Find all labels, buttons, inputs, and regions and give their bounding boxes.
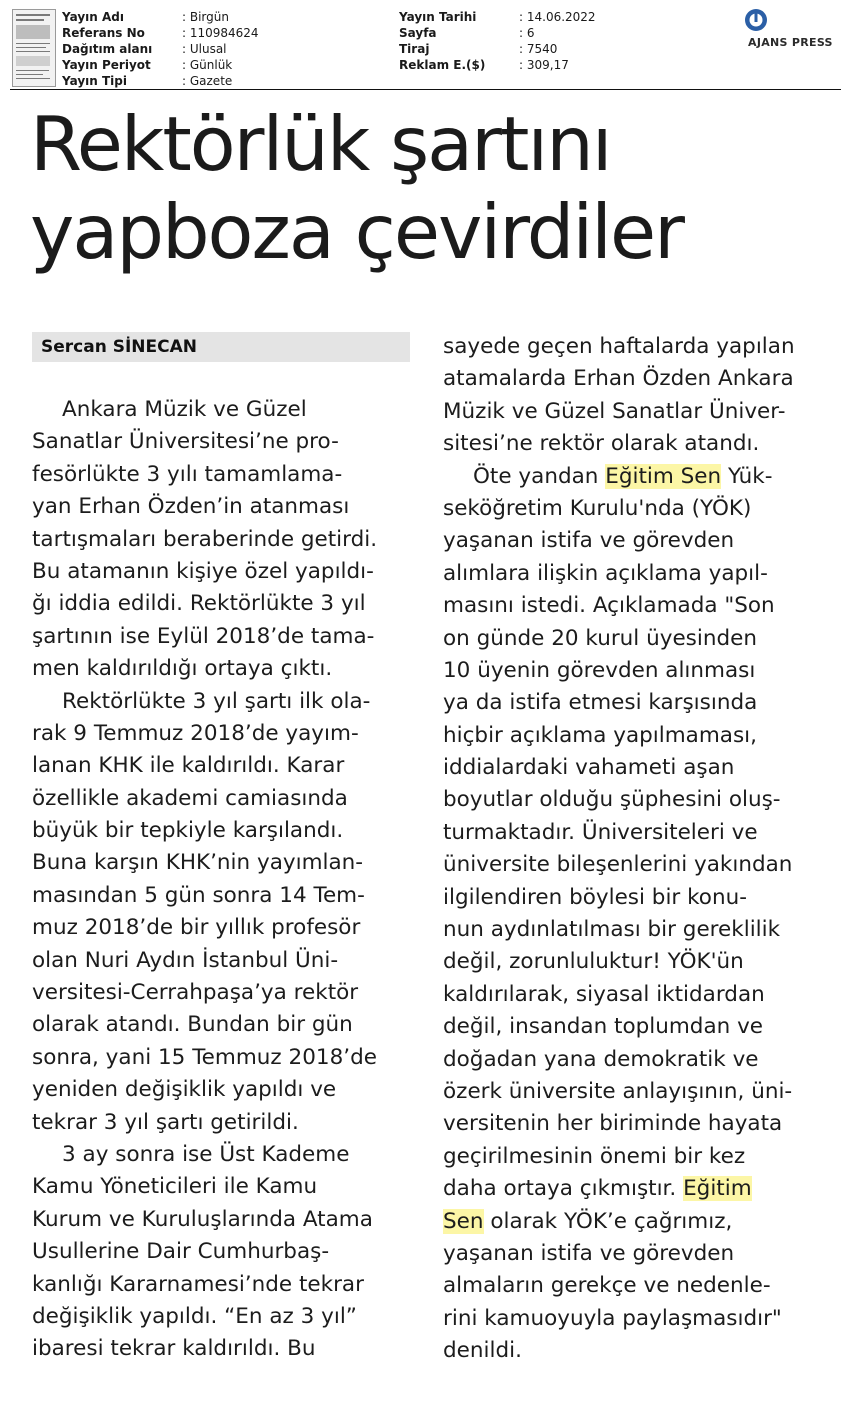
body-line: kaldırılarak, siyasal iktidardan	[443, 981, 765, 1007]
body-line: geçirilmesinin önemi bir kez	[443, 1143, 746, 1169]
clipping-header	[0, 0, 850, 92]
body-line: sayede geçen haftalarda yapılan	[443, 334, 795, 359]
body-line: değil, zorunluluktur! YÖK'ün	[443, 949, 744, 975]
meta-value: : 6	[519, 26, 535, 40]
meta-row	[399, 41, 699, 57]
body-line: nun aydınlatılması bir gereklilik	[443, 917, 781, 943]
body-line: on günde 20 kurul üyesinden	[443, 625, 757, 651]
body-line: yeniden değişiklik yapıldı ve	[32, 1077, 337, 1103]
body-line: seköğretim Kurulu'nda (YÖK)	[443, 495, 752, 521]
body-line	[443, 1173, 833, 1205]
header-rule	[10, 89, 841, 90]
meta-row	[62, 57, 362, 73]
body-line: Müzik ve Güzel Sanatlar Üniver-	[443, 398, 786, 424]
headline-line-1: Rektörlük şartını	[30, 100, 611, 188]
body-line: masını istedi. Açıklamada "Son	[443, 593, 775, 619]
meta-value: : Gazete	[182, 74, 233, 88]
meta-value: : Birgün	[182, 10, 229, 24]
ajans-press-logo-icon	[744, 8, 768, 32]
meta-value: : 7540	[519, 42, 558, 56]
body-line: sonra, yani 15 Temmuz 2018’de	[32, 1044, 377, 1070]
body-line: denildi.	[443, 1338, 522, 1364]
meta-label: Yayın Adı	[62, 10, 124, 24]
meta-row	[399, 9, 699, 25]
body-line: doğadan yana demokratik ve	[443, 1046, 759, 1072]
meta-label: Referans No	[62, 26, 145, 40]
meta-label: Tiraj	[399, 42, 430, 56]
headline-line-2: yapboza çevirdiler	[30, 188, 683, 276]
body-line: yaşanan istifa ve görevden	[443, 1240, 735, 1266]
body-line: versitesi-Cerrahpaşa’ya rektör	[32, 980, 359, 1006]
body-line: tartışmaları beraberinde getirdi.	[32, 526, 378, 552]
body-line: özerk üniversite anlayışının, üni-	[443, 1078, 793, 1104]
meta-label: Dağıtım alanı	[62, 42, 153, 56]
body-line: fesörlükte 3 yılı tamamlama-	[32, 461, 343, 487]
body-line: iddialardaki vahameti aşan	[443, 755, 735, 781]
body-line: Sanatlar Üniversitesi’ne pro-	[32, 429, 339, 455]
meta-row	[62, 25, 362, 41]
body-line: ya da istifa etmesi karşısında	[443, 690, 758, 716]
body-line: rak 9 Temmuz 2018’de yayım-	[32, 720, 359, 746]
meta-label: Sayfa	[399, 26, 437, 40]
body-text: Yük-	[721, 463, 773, 489]
body-line	[443, 1206, 833, 1238]
body-line: tekrar 3 yıl şartı getirildi.	[32, 1109, 299, 1135]
meta-value: : 14.06.2022	[519, 10, 596, 24]
article-column-left	[32, 394, 412, 1366]
article-headline	[30, 100, 830, 276]
body-line: olarak atandı. Bundan bir gün	[32, 1012, 353, 1038]
body-line: ilgilendiren böylesi bir konu-	[443, 884, 747, 910]
body-line: Ankara Müzik ve Güzel	[62, 397, 307, 422]
body-line: versitenin her biriminde hayata	[443, 1111, 783, 1137]
meta-label: Yayın Tipi	[62, 74, 127, 88]
meta-row	[62, 73, 362, 89]
meta-row	[399, 57, 699, 73]
meta-value: : 309,17	[519, 58, 569, 72]
body-line: şartının ise Eylül 2018’de tama-	[32, 623, 375, 649]
meta-row	[399, 25, 699, 41]
body-line: olan Nuri Aydın İstanbul Üni-	[32, 947, 339, 973]
body-line: boyutlar olduğu şüphesini oluş-	[443, 787, 781, 813]
body-line: değil, insandan toplumdan ve	[443, 1014, 764, 1040]
highlighted-keyword: Sen	[443, 1208, 484, 1234]
publication-meta-right	[399, 9, 699, 73]
body-line: masından 5 gün sonra 14 Tem-	[32, 882, 365, 908]
meta-value: : 110984624	[182, 26, 259, 40]
body-line: yaşanan istifa ve görevden	[443, 528, 735, 554]
body-line: sitesi’ne rektör olarak atandı.	[443, 431, 760, 457]
body-line: Usullerine Dair Cumhurbaş-	[32, 1239, 330, 1265]
meta-value: : Ulusal	[182, 42, 227, 56]
publication-meta-left	[62, 9, 362, 89]
meta-label: Yayın Periyot	[62, 58, 151, 72]
logo-text: AJANS PRESS	[748, 36, 833, 49]
body-line: ibaresi tekrar kaldırıldı. Bu	[32, 1336, 316, 1362]
body-line: Kurum ve Kuruluşlarında Atama	[32, 1206, 373, 1232]
body-line: atamalarda Erhan Özden Ankara	[443, 366, 794, 392]
highlighted-keyword: Eğitim Sen	[605, 463, 722, 489]
body-line: Bu atamanın kişiye özel yapıldı-	[32, 558, 374, 584]
body-line: ğı iddia edildi. Rektörlükte 3 yıl	[32, 591, 366, 617]
body-text: daha ortaya çıkmıştır.	[443, 1176, 684, 1202]
body-line: muz 2018’de bir yıllık profesör	[32, 915, 361, 941]
meta-label: Yayın Tarihi	[399, 10, 477, 24]
body-line: kanlığı Kararnamesi’nde tekrar	[32, 1271, 364, 1297]
body-text: olarak YÖK’e çağrımız,	[483, 1208, 733, 1234]
body-line: rini kamuoyuyla paylaşmasıdır"	[443, 1305, 782, 1331]
body-line: almaların gerekçe ve nedenle-	[443, 1273, 771, 1299]
body-line: değişiklik yapıldı. “En az 3 yıl”	[32, 1303, 357, 1329]
body-line: 10 üyenin görevden alınması	[443, 657, 756, 683]
body-line: turmaktadır. Üniversiteleri ve	[443, 819, 758, 845]
author-name: Sercan SİNECAN	[41, 337, 197, 357]
meta-value: : Günlük	[182, 58, 233, 72]
body-line: özellikle akademi camiasında	[32, 785, 348, 811]
highlighted-keyword: Eğitim	[683, 1176, 752, 1202]
body-line	[443, 461, 833, 493]
newspaper-thumbnail	[12, 9, 56, 87]
body-line: üniversite bileşenlerini yakından	[443, 852, 793, 878]
body-line: Kamu Yöneticileri ile Kamu	[32, 1174, 318, 1200]
body-line: lanan KHK ile kaldırıldı. Karar	[32, 753, 345, 779]
body-line: büyük bir tepkiyle karşılandı.	[32, 818, 344, 844]
body-line: men kaldırıldığı ortaya çıktı.	[32, 656, 333, 682]
meta-row	[62, 41, 362, 57]
body-line: 3 ay sonra ise Üst Kademe	[62, 1141, 350, 1167]
meta-row	[62, 9, 362, 25]
body-line: yan Erhan Özden’in atanması	[32, 494, 350, 520]
body-line: alımlara ilişkin açıklama yapıl-	[443, 560, 768, 586]
body-line: Buna karşın KHK’nin yayımlan-	[32, 850, 364, 876]
body-line: hiçbir açıklama yapılmaması,	[443, 722, 757, 748]
body-text: Öte yandan	[473, 463, 606, 489]
body-line: Rektörlükte 3 yıl şartı ilk ola-	[62, 688, 371, 714]
article-column-right	[443, 331, 833, 1368]
author-byline	[32, 332, 410, 362]
ajans-press-logo	[740, 8, 840, 52]
meta-label: Reklam E.($)	[399, 58, 486, 72]
